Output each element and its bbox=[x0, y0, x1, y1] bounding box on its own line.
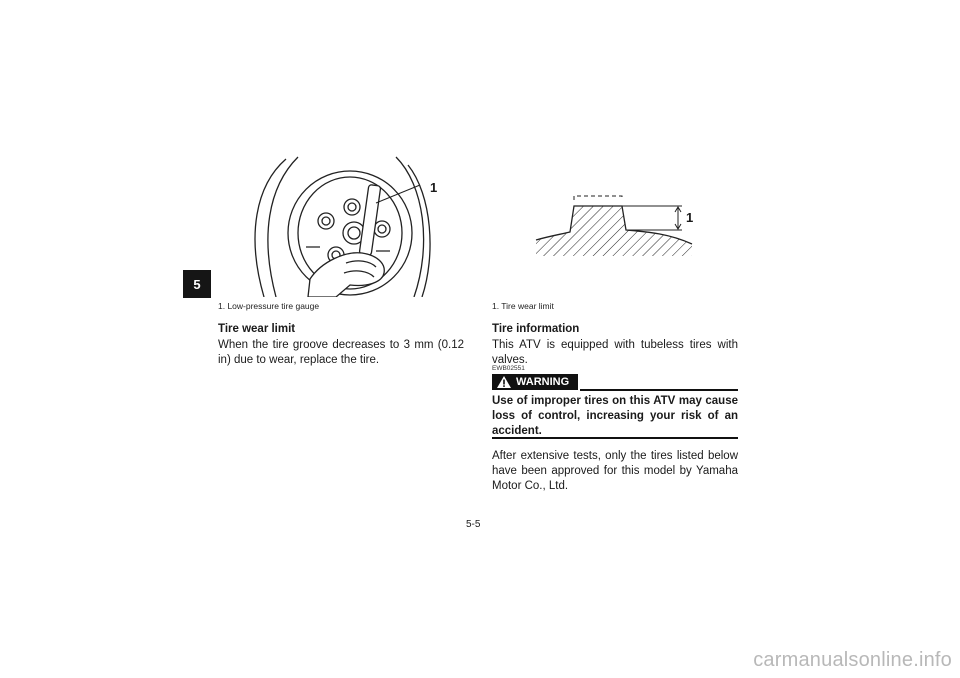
page-number: 5-5 bbox=[466, 519, 481, 530]
chapter-tab: 5 bbox=[183, 270, 211, 298]
warning-badge bbox=[492, 374, 578, 390]
warning-code: EWB02551 bbox=[492, 365, 525, 372]
figure-callout-left: 1 bbox=[430, 180, 438, 195]
section-body-tire-wear: When the tire groove decreases to 3 mm (0.12 in) due to wear, replace the tire. bbox=[218, 339, 464, 366]
warning-label: WARNING bbox=[516, 376, 570, 388]
tread-wear-diagram bbox=[530, 190, 700, 260]
warning-header bbox=[492, 372, 738, 392]
figure-caption-right: 1. Tire wear limit bbox=[492, 301, 554, 311]
section-title-tire-wear: Tire wear limit bbox=[218, 323, 296, 335]
warning-text: Use of improper tires on this ATV may cause loss of control, increasing your risk of an accident. bbox=[492, 395, 738, 437]
figure-caption-left: 1. Low-pressure tire gauge bbox=[218, 301, 320, 311]
section-body-tire-info: This ATV is equipped with tubeless tires with valves. bbox=[492, 339, 738, 366]
warning-rule-top bbox=[580, 389, 738, 391]
tire-gauge-illustration bbox=[246, 155, 446, 297]
warning-triangle-icon bbox=[492, 374, 516, 390]
after-warning-text: After extensive tests, only the tires listed below have been approved for this model by Yamaha Motor Co., Ltd. bbox=[492, 450, 738, 492]
section-title-tire-info: Tire information bbox=[492, 323, 580, 335]
figure-callout-right: 1 bbox=[686, 210, 694, 225]
watermark: carmanualsonline.info bbox=[753, 649, 952, 671]
warning-rule-bottom bbox=[492, 437, 738, 439]
